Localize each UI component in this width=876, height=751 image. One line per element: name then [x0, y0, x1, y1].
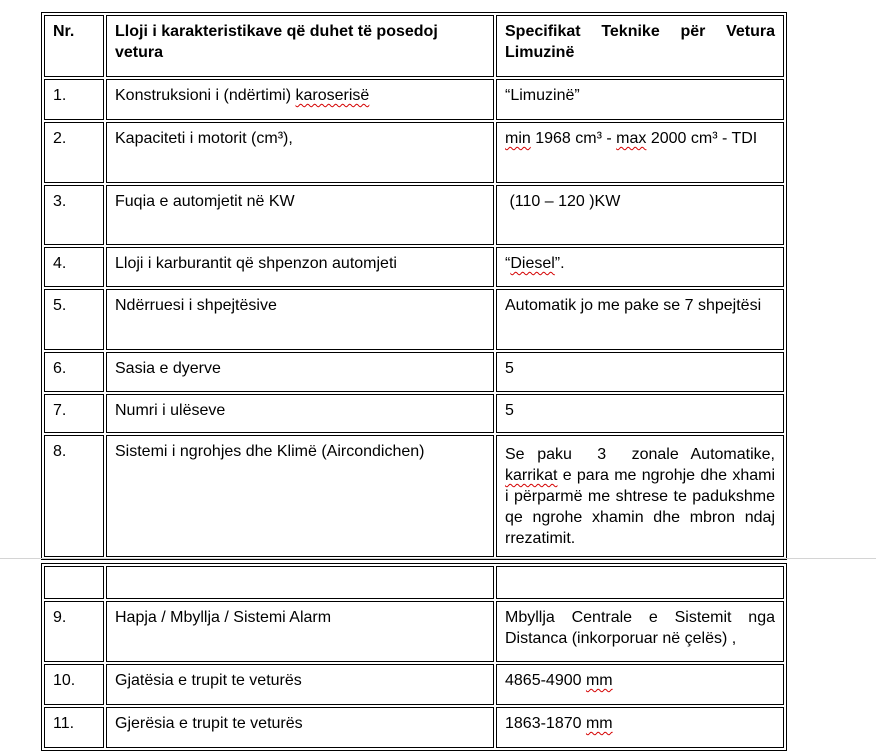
row-specification: Automatik jo me pake se 7 shpejtësi: [496, 289, 784, 350]
row-specification: [496, 566, 784, 599]
row-number: 6.: [44, 352, 104, 392]
table-row: [44, 247, 784, 287]
table-row: [44, 664, 784, 705]
table-row: [44, 352, 784, 392]
row-specification: Mbyllja Centrale e Sistemit nga Distanca (inkorporuar në çelës) ,: [496, 601, 784, 662]
row-description: Hapja / Mbyllja / Sistemi Alarm: [106, 601, 494, 662]
row-description: Gjerësia e trupit te veturës: [106, 707, 494, 748]
spec-text: 4865-4900: [505, 672, 586, 689]
row-description: Sistemi i ngrohjes dhe Klimë (Aircondichen): [106, 435, 494, 557]
row-number: 3.: [44, 185, 104, 245]
spellcheck-word: mm: [585, 715, 613, 732]
row-specification: [496, 247, 784, 287]
table-row: [44, 601, 784, 662]
row-specification: (110 – 120 )KW: [496, 185, 784, 245]
row-specification: “Limuzinë”: [496, 79, 784, 120]
header-specification: Specifikat Teknike për Vetura Limuzinë: [496, 15, 784, 77]
row-specification: [496, 122, 784, 183]
spec-text: 1863-1870: [505, 715, 586, 732]
row-number: 7.: [44, 394, 104, 433]
page-break: [0, 558, 876, 559]
spec-text: e para me ngrohje dhe xhami i përparmë me shtrese te padukshme qe ngrohe xhamin dhe mbron ndaj rrezatimit.: [505, 467, 775, 547]
row-description: Kapaciteti i motorit (cm³),: [106, 122, 494, 183]
table-row: [44, 79, 784, 120]
table-header-row: [44, 15, 784, 77]
row-description: Sasia e dyerve: [106, 352, 494, 392]
row-specification: 5: [496, 394, 784, 433]
header-description: Lloji i karakteristikave që duhet të posedoj vetura: [106, 15, 494, 77]
row-number: [44, 566, 104, 599]
desc-text: Konstruksioni i (ndërtimi): [115, 87, 296, 104]
specifications-table: [41, 12, 787, 560]
row-description: [106, 79, 494, 120]
row-number: 8.: [44, 435, 104, 557]
row-number: 9.: [44, 601, 104, 662]
table-row: [44, 394, 784, 433]
row-number: 1.: [44, 79, 104, 120]
row-number: 5.: [44, 289, 104, 350]
table-row: [44, 435, 784, 557]
row-number: 4.: [44, 247, 104, 287]
table-row: [44, 707, 784, 748]
spellcheck-word: mm: [585, 672, 613, 689]
table-row-empty: [44, 566, 784, 599]
spec-text: Se paku 3 zonale Automatike,: [505, 446, 780, 463]
row-specification: 5: [496, 352, 784, 392]
row-description: Gjatësia e trupit te veturës: [106, 664, 494, 705]
row-description: [106, 566, 494, 599]
spec-text: 2000 cm³ - TDI: [646, 130, 758, 147]
specifications-table-continued: [41, 563, 787, 751]
table-row: [44, 122, 784, 183]
row-specification: [496, 435, 784, 557]
spellcheck-word: karoserisë: [295, 87, 370, 104]
row-number: 10.: [44, 664, 104, 705]
spec-text: 1968 cm³ -: [530, 130, 617, 147]
row-description: Ndërruesi i shpejtësive: [106, 289, 494, 350]
row-description: Numri i ulëseve: [106, 394, 494, 433]
table-row: [44, 289, 784, 350]
spellcheck-word: Diesel: [510, 255, 555, 272]
table-row: [44, 185, 784, 245]
row-specification: [496, 664, 784, 705]
header-nr: Nr.: [44, 15, 104, 77]
spec-text: “: [505, 255, 511, 272]
row-description: Lloji i karburantit që shpenzon automjeti: [106, 247, 494, 287]
row-number: 2.: [44, 122, 104, 183]
row-specification: [496, 707, 784, 748]
row-number: 11.: [44, 707, 104, 748]
spellcheck-word: max: [616, 130, 647, 147]
row-description: Fuqia e automjetit në KW: [106, 185, 494, 245]
spellcheck-word: karrikat: [505, 467, 558, 484]
spellcheck-word: min: [505, 130, 531, 147]
spec-text: ”.: [554, 255, 565, 272]
